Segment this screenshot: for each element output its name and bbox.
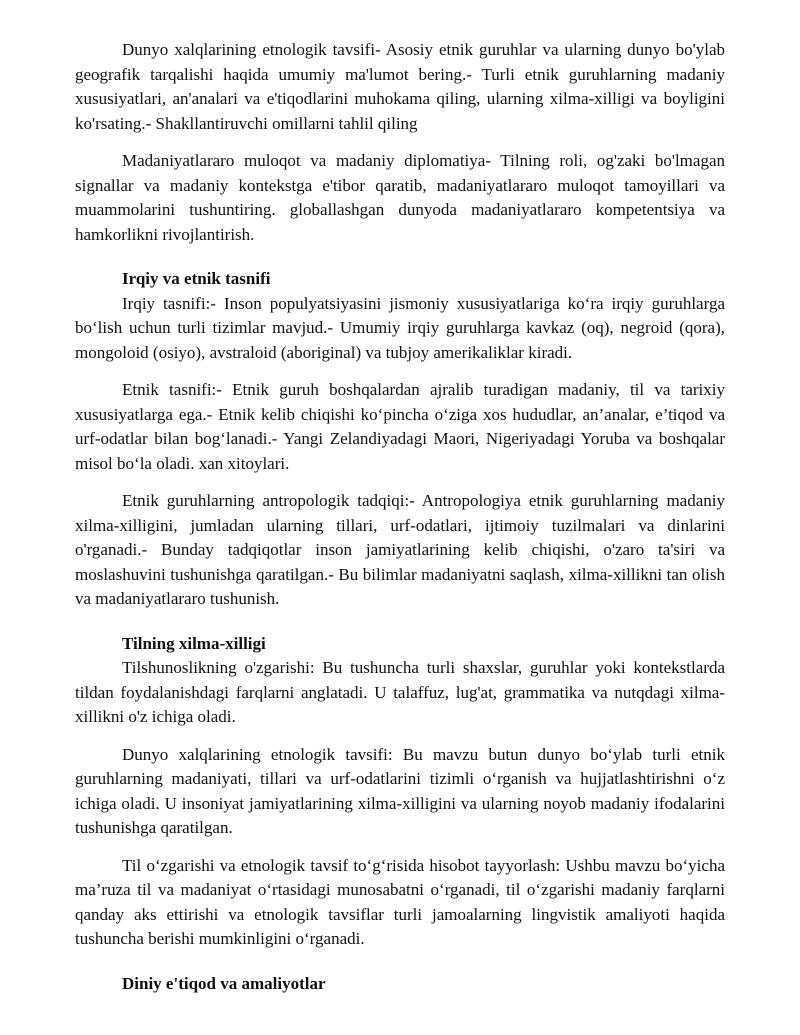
paragraph-etnologik-tavsif: Dunyo xalqlarining etnologik tavsifi- Asosiy etnik guruhlar va ularning dunyo bo'ylab geografik tarqalishi haqida umumiy ma'lumot bering.- Turli etnik guruhlarning madaniy xususiyatlari, an'analari va e'tiqodlarini muhokama qiling, ularning xilma-xilligi va boyligini ko'rsating.- Shakllantiruvchi omillarni tahlil qiling [75, 40, 725, 133]
document-page [75, 38, 725, 996]
paragraph-tilshunoslik-ozgarishi: Tilshunoslikning o'zgarishi: Bu tushuncha turli shaxslar, guruhlar yoki kontekstlarda tildan foydalanishdagi farqlarni anglatadi. U talaffuz, lug'at, grammatika va nutqdagi xilma-xillikni o'z ichiga oladi. [75, 658, 725, 726]
paragraph-etnik-tasnifi: Etnik tasnifi:- Etnik guruh boshqalardan ajralib turadigan madaniy, til va tarixiy xususiyatlarga ega.- Etnik kelib chiqishi ko‘pincha o‘ziga xos hududlar, an’analar, e’tiqod va urf-odatlar bilan bog‘lanadi.- Yangi Zelandiyadagi Maori, Nigeriyadagi Yoruba va boshqalar misol bo‘la oladi. xan xitoylari. [75, 380, 725, 473]
heading-irqiy-etnik-tasnifi: Irqiy va etnik tasnifi [122, 269, 271, 288]
paragraph-irqiy-tasnifi: Irqiy tasnifi:- Inson populyatsiyasini jismoniy xususiyatlariga ko‘ra irqiy guruhlarga bo‘lish uchun turli tizimlar mavjud.- Umumiy irqiy guruhlarga kavkaz (oq), negroid (qora), mongoloid (osiyo), avstraloid (aboriginal) va tubjoy amerikaliklar kiradi. [75, 293, 725, 362]
paragraph-dunyo-xalqlari-tavsifi: Dunyo xalqlarining etnologik tavsifi: Bu mavzu butun dunyo bo‘ylab turli etnik guruhlarning madaniyati, tillari va urf-odatlarini tizimli o‘rganish va hujjatlashtirishni o‘z ichiga oladi. U insoniyat jamiyatlarining xilma-xilligini va ularning noyob madaniy ifodalarini tushunishga qaratilgan. [75, 744, 725, 837]
heading-diniy-etiqod: Diniy e'tiqod va amaliyotlar [122, 973, 326, 993]
paragraph-antropologik-tadqiqi: Etnik guruhlarning antropologik tadqiqi:- Antropologiya etnik guruhlarning madaniy xilma-xilligini, jumladan ularning tillari, urf-odatlari, ijtimoiy tuzilmalari va dinlarini o'rganadi.- Bunday tadqiqotlar inson jamiyatlarining kelib chiqishi, o'zaro ta'siri va moslashuvini tushunishga qaratilgan.- Bu bilimlar madaniyatni saqlash, xilma-xillikni tan olish va madaniyatlararo tushunish. [75, 491, 725, 608]
paragraph-madaniyatlararo-muloqot: Madaniyatlararo muloqot va madaniy diplomatiya- Tilning roli, og'zaki bo'lmagan signallar va madaniy kontekstga e'tibor qaratib, madaniyatlararo muloqot tamoyillari va muammolarini tushuntiring. globallashgan dunyoda madaniyatlararo kompetentsiya va hamkorlikni rivojlantirish. [75, 151, 725, 244]
heading-tilning-xilma-xilligi: Tilning xilma-xilligi [122, 633, 266, 653]
paragraph-hisobot-tayyorlash: Til o‘zgarishi va etnologik tavsif to‘g‘risida hisobot tayyorlash: Ushbu mavzu bo‘yicha ma’ruza til va madaniyat o‘rtasidagi munosabatni o‘rganadi, til o‘zgarishi madaniy farqlarni qanday aks ettirishi va etnologik tavsiflar turli jamoalarning lingvistik amaliyoti haqida tushuncha berishi mumkinligini o‘rganadi. [75, 855, 725, 948]
